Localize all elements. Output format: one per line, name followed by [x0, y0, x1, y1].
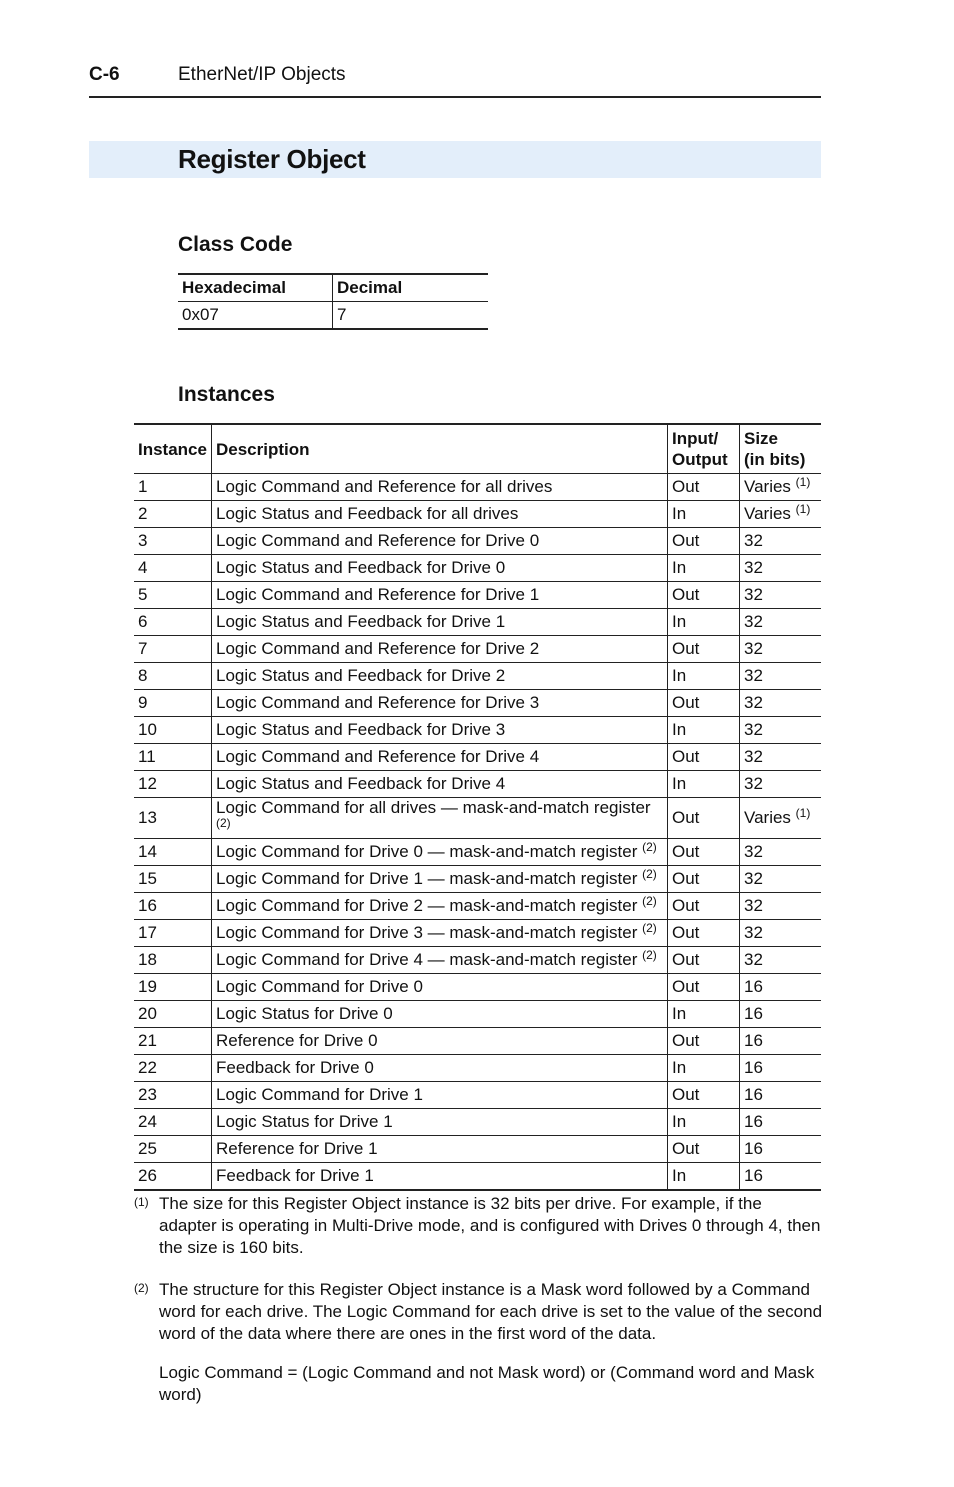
- instance-cell-text: 21: [138, 1031, 157, 1050]
- table-row: [134, 1109, 821, 1136]
- size-cell: [740, 866, 822, 893]
- class-code-table: [178, 273, 488, 330]
- io-cell: [668, 1136, 740, 1163]
- footnote-ref: (2): [216, 816, 231, 830]
- io-cell-text: Out: [672, 531, 700, 550]
- col-hexadecimal: Hexadecimal: [178, 274, 333, 302]
- footnote-ref: (2): [642, 894, 657, 908]
- instance-cell: [134, 501, 212, 528]
- instance-cell: [134, 474, 212, 501]
- instance-cell-text: 3: [138, 531, 148, 550]
- table-row: [134, 798, 821, 839]
- size-cell-text: 32: [744, 896, 763, 915]
- description-cell-text: Reference for Drive 1: [216, 1139, 378, 1158]
- instance-cell-text: 17: [138, 923, 157, 942]
- size-cell: [740, 974, 822, 1001]
- table-row: [134, 1028, 821, 1055]
- instance-cell-text: 7: [138, 639, 148, 658]
- description-cell: [212, 839, 668, 866]
- table-row: [134, 744, 821, 771]
- io-cell-text: In: [672, 720, 687, 739]
- size-cell-text: 32: [744, 666, 763, 685]
- io-cell: [668, 893, 740, 920]
- size-cell-text: 32: [744, 747, 763, 766]
- instance-cell-text: 20: [138, 1004, 157, 1023]
- size-cell-text: 32: [744, 923, 763, 942]
- io-cell-text: Out: [672, 1031, 700, 1050]
- instance-cell: [134, 866, 212, 893]
- title-band: [89, 141, 821, 178]
- footnote-ref: (1): [795, 806, 811, 820]
- col-size-line2: (in bits): [744, 450, 806, 469]
- table-row: [134, 839, 821, 866]
- instance-cell: [134, 1082, 212, 1109]
- instance-cell: [134, 920, 212, 947]
- instance-cell-text: 4: [138, 558, 148, 577]
- size-cell: [740, 1136, 822, 1163]
- table-row: [134, 1001, 821, 1028]
- size-cell-text: 32: [744, 693, 763, 712]
- io-cell-text: In: [672, 1058, 687, 1077]
- instance-cell: [134, 798, 212, 839]
- description-cell-text: Logic Status and Feedback for Drive 3: [216, 720, 506, 739]
- size-cell-text: 32: [744, 950, 763, 969]
- footnote-text: The size for this Register Object instance is 32 bits per drive. For example, if the adapter is operating in Multi-Drive mode, and is configured with Drives 0 through 4, then the size is 160 bits.: [159, 1194, 821, 1257]
- size-cell: [740, 744, 822, 771]
- io-cell: [668, 582, 740, 609]
- instance-cell-text: 26: [138, 1166, 157, 1185]
- size-cell: [740, 663, 822, 690]
- instance-cell-text: 8: [138, 666, 148, 685]
- io-cell: [668, 1055, 740, 1082]
- size-cell: [740, 474, 822, 501]
- io-cell: [668, 528, 740, 555]
- io-cell-text: Out: [672, 842, 700, 861]
- description-cell: [212, 636, 668, 663]
- io-cell-text: In: [672, 504, 687, 523]
- size-cell-text: 32: [744, 720, 763, 739]
- table-row: [134, 866, 821, 893]
- size-cell-text: Varies: [744, 808, 791, 827]
- table-row: [134, 609, 821, 636]
- io-cell: [668, 663, 740, 690]
- size-cell: [740, 1082, 822, 1109]
- io-cell-text: Out: [672, 950, 700, 969]
- footnote-1: [134, 1193, 824, 1259]
- io-cell-text: In: [672, 612, 687, 631]
- instance-cell: [134, 744, 212, 771]
- size-cell: [740, 1109, 822, 1136]
- size-cell: [740, 798, 822, 839]
- description-cell-text: Logic Command for all drives — mask-and-match register: [216, 798, 651, 817]
- col-size: [740, 424, 822, 474]
- io-cell: [668, 690, 740, 717]
- running-title: EtherNet/IP Objects: [178, 64, 346, 85]
- instance-cell: [134, 555, 212, 582]
- instance-cell-text: 22: [138, 1058, 157, 1077]
- table-row: [134, 555, 821, 582]
- table-row: [134, 474, 821, 501]
- instance-cell: [134, 717, 212, 744]
- io-cell: [668, 920, 740, 947]
- description-cell-text: Logic Command and Reference for Drive 1: [216, 585, 540, 604]
- col-size-line1: Size: [744, 429, 779, 448]
- description-cell: [212, 893, 668, 920]
- size-cell: [740, 501, 822, 528]
- instance-cell-text: 19: [138, 977, 157, 996]
- instance-cell: [134, 582, 212, 609]
- io-cell-text: Out: [672, 747, 700, 766]
- size-cell: [740, 839, 822, 866]
- size-cell: [740, 717, 822, 744]
- io-cell: [668, 636, 740, 663]
- size-cell-text: 16: [744, 1058, 763, 1077]
- footnote-ref: (2): [642, 948, 657, 962]
- description-cell: [212, 920, 668, 947]
- description-cell: [212, 771, 668, 798]
- footnote-mark: (2): [134, 1281, 149, 1295]
- io-cell: [668, 717, 740, 744]
- table-row: [134, 717, 821, 744]
- col-input-output: [668, 424, 740, 474]
- description-cell-text: Logic Status and Feedback for all drives: [216, 504, 519, 523]
- size-cell: [740, 690, 822, 717]
- io-cell: [668, 771, 740, 798]
- io-cell-text: Out: [672, 977, 700, 996]
- instance-cell-text: 18: [138, 950, 157, 969]
- size-cell: [740, 893, 822, 920]
- class-code-header-row: [178, 274, 488, 302]
- io-cell: [668, 1163, 740, 1191]
- instance-cell-text: 12: [138, 774, 157, 793]
- instance-cell: [134, 1001, 212, 1028]
- instance-cell-text: 6: [138, 612, 148, 631]
- footnote-ref: (2): [642, 840, 657, 854]
- instances-table: [134, 423, 821, 1191]
- description-cell-text: Logic Command and Reference for Drive 2: [216, 639, 540, 658]
- instance-cell: [134, 1163, 212, 1191]
- description-cell-text: Logic Status for Drive 0: [216, 1004, 393, 1023]
- size-cell: [740, 771, 822, 798]
- instance-cell-text: 13: [138, 808, 157, 827]
- description-cell: [212, 1001, 668, 1028]
- io-cell: [668, 798, 740, 839]
- size-cell: [740, 920, 822, 947]
- size-cell: [740, 636, 822, 663]
- description-cell: [212, 866, 668, 893]
- description-cell: [212, 744, 668, 771]
- size-cell: [740, 582, 822, 609]
- instance-cell: [134, 771, 212, 798]
- logic-command-formula: Logic Command = (Logic Command and not Mask word) or (Command word and Mask word): [159, 1363, 815, 1404]
- size-cell-text: 32: [744, 612, 763, 631]
- size-cell: [740, 1001, 822, 1028]
- description-cell: [212, 1028, 668, 1055]
- instance-cell: [134, 947, 212, 974]
- io-cell-text: Out: [672, 585, 700, 604]
- io-cell-text: Out: [672, 896, 700, 915]
- description-cell: [212, 474, 668, 501]
- io-cell: [668, 609, 740, 636]
- description-cell-text: Logic Command and Reference for Drive 0: [216, 531, 540, 550]
- table-row: [134, 663, 821, 690]
- instance-cell-text: 9: [138, 693, 148, 712]
- hex-value: 0x07: [178, 302, 333, 330]
- class-code-row: [178, 302, 488, 330]
- size-cell-text: 16: [744, 977, 763, 996]
- size-cell-text: 16: [744, 1085, 763, 1104]
- description-cell: [212, 609, 668, 636]
- instance-cell-text: 1: [138, 477, 148, 496]
- description-cell: [212, 1082, 668, 1109]
- table-row: [134, 947, 821, 974]
- col-decimal: Decimal: [333, 274, 489, 302]
- footnote-text: The structure for this Register Object instance is a Mask word followed by a Command word for each drive. The Logic Command for each drive is set to the value of the second word of the data where there are ones in the first word of the data.: [159, 1280, 823, 1343]
- instance-cell-text: 16: [138, 896, 157, 915]
- table-row: [134, 1082, 821, 1109]
- io-cell-text: Out: [672, 869, 700, 888]
- description-cell-text: Logic Command and Reference for all drives: [216, 477, 553, 496]
- size-cell-text: 32: [744, 558, 763, 577]
- table-row: [134, 501, 821, 528]
- table-row: [134, 636, 821, 663]
- description-cell: [212, 663, 668, 690]
- io-cell: [668, 555, 740, 582]
- instance-cell: [134, 1055, 212, 1082]
- description-cell: [212, 798, 668, 839]
- size-cell: [740, 1028, 822, 1055]
- col-description: Description: [212, 424, 668, 474]
- instance-cell: [134, 528, 212, 555]
- io-cell-text: Out: [672, 639, 700, 658]
- instance-cell: [134, 839, 212, 866]
- instance-cell: [134, 663, 212, 690]
- io-cell-text: Out: [672, 477, 700, 496]
- description-cell: [212, 501, 668, 528]
- io-cell-text: Out: [672, 923, 700, 942]
- description-cell-text: Logic Command for Drive 4 — mask-and-match register: [216, 950, 638, 969]
- table-row: [134, 1163, 821, 1191]
- col-io-line2: Output: [672, 450, 728, 469]
- instances-heading: Instances: [178, 383, 275, 406]
- io-cell-text: Out: [672, 1139, 700, 1158]
- io-cell: [668, 1082, 740, 1109]
- description-cell: [212, 974, 668, 1001]
- io-cell-text: In: [672, 1004, 687, 1023]
- instance-cell-text: 15: [138, 869, 157, 888]
- footnote-mark: (1): [134, 1195, 149, 1209]
- description-cell: [212, 1163, 668, 1191]
- instances-body: [134, 474, 821, 1191]
- description-cell: [212, 1055, 668, 1082]
- io-cell: [668, 744, 740, 771]
- table-row: [134, 690, 821, 717]
- table-row: [134, 893, 821, 920]
- class-code-heading: Class Code: [178, 233, 293, 256]
- page-title: Register Object: [178, 144, 366, 174]
- size-cell-text: 32: [744, 639, 763, 658]
- description-cell-text: Feedback for Drive 1: [216, 1166, 374, 1185]
- description-cell-text: Logic Status for Drive 1: [216, 1112, 393, 1131]
- io-cell: [668, 1109, 740, 1136]
- size-cell-text: 32: [744, 585, 763, 604]
- size-cell: [740, 1163, 822, 1191]
- instance-cell-text: 25: [138, 1139, 157, 1158]
- description-cell: [212, 1109, 668, 1136]
- io-cell-text: Out: [672, 1085, 700, 1104]
- description-cell: [212, 947, 668, 974]
- size-cell-text: 32: [744, 531, 763, 550]
- io-cell: [668, 1028, 740, 1055]
- instance-cell-text: 2: [138, 504, 148, 523]
- size-cell-text: 16: [744, 1031, 763, 1050]
- io-cell: [668, 474, 740, 501]
- footnote-ref: (1): [795, 502, 811, 516]
- io-cell: [668, 866, 740, 893]
- size-cell: [740, 609, 822, 636]
- table-row: [134, 528, 821, 555]
- size-cell-text: 16: [744, 1004, 763, 1023]
- io-cell: [668, 974, 740, 1001]
- description-cell: [212, 1136, 668, 1163]
- instance-cell: [134, 1136, 212, 1163]
- page-header: [89, 58, 821, 98]
- io-cell: [668, 501, 740, 528]
- size-cell: [740, 555, 822, 582]
- size-cell: [740, 528, 822, 555]
- instance-cell-text: 14: [138, 842, 157, 861]
- io-cell-text: In: [672, 774, 687, 793]
- instance-cell-text: 11: [138, 747, 156, 766]
- size-cell-text: 32: [744, 842, 763, 861]
- instance-cell-text: 10: [138, 720, 157, 739]
- description-cell-text: Logic Command for Drive 1 — mask-and-match register: [216, 869, 638, 888]
- size-cell-text: Varies: [744, 504, 791, 523]
- table-row: [134, 1136, 821, 1163]
- footnotes: [134, 1193, 824, 1406]
- size-cell-text: 32: [744, 774, 763, 793]
- instances-header-row: [134, 424, 821, 474]
- instance-cell: [134, 636, 212, 663]
- description-cell-text: Logic Command for Drive 1: [216, 1085, 423, 1104]
- instance-cell: [134, 690, 212, 717]
- footnote-ref: (2): [642, 867, 657, 881]
- description-cell-text: Logic Status and Feedback for Drive 0: [216, 558, 506, 577]
- description-cell: [212, 582, 668, 609]
- instance-cell: [134, 609, 212, 636]
- io-cell-text: In: [672, 558, 687, 577]
- instance-cell: [134, 1028, 212, 1055]
- io-cell-text: In: [672, 1166, 687, 1185]
- description-cell-text: Logic Command for Drive 2 — mask-and-match register: [216, 896, 638, 915]
- instance-cell-text: 23: [138, 1085, 157, 1104]
- table-row: [134, 771, 821, 798]
- description-cell-text: Logic Status and Feedback for Drive 1: [216, 612, 506, 631]
- instance-cell: [134, 1109, 212, 1136]
- footnote-ref: (2): [642, 921, 657, 935]
- description-cell-text: Logic Command for Drive 0: [216, 977, 423, 996]
- description-cell-text: Logic Command for Drive 0 — mask-and-match register: [216, 842, 638, 861]
- size-cell-text: Varies: [744, 477, 791, 496]
- col-instance: Instance: [134, 424, 212, 474]
- table-row: [134, 582, 821, 609]
- description-cell-text: Logic Command and Reference for Drive 3: [216, 693, 540, 712]
- description-cell-text: Logic Status and Feedback for Drive 4: [216, 774, 506, 793]
- instance-cell-text: 24: [138, 1112, 157, 1131]
- instance-cell-text: 5: [138, 585, 148, 604]
- description-cell-text: Logic Status and Feedback for Drive 2: [216, 666, 506, 685]
- io-cell-text: Out: [672, 808, 700, 827]
- description-cell: [212, 555, 668, 582]
- size-cell-text: 16: [744, 1112, 763, 1131]
- table-row: [134, 1055, 821, 1082]
- description-cell-text: Feedback for Drive 0: [216, 1058, 374, 1077]
- description-cell: [212, 717, 668, 744]
- page-number: C-6: [89, 64, 120, 85]
- instance-cell: [134, 893, 212, 920]
- io-cell: [668, 1001, 740, 1028]
- instance-cell: [134, 974, 212, 1001]
- io-cell: [668, 839, 740, 866]
- io-cell-text: In: [672, 666, 687, 685]
- description-cell-text: Logic Command and Reference for Drive 4: [216, 747, 540, 766]
- col-io-line1: Input/: [672, 429, 719, 448]
- io-cell-text: In: [672, 1112, 687, 1131]
- size-cell-text: 32: [744, 869, 763, 888]
- size-cell: [740, 1055, 822, 1082]
- size-cell-text: 16: [744, 1166, 763, 1185]
- decimal-value: 7: [333, 302, 489, 330]
- footnote-2: [134, 1279, 824, 1345]
- table-row: [134, 920, 821, 947]
- size-cell-text: 16: [744, 1139, 763, 1158]
- footnote-ref: (1): [795, 475, 811, 489]
- description-cell-text: Reference for Drive 0: [216, 1031, 378, 1050]
- io-cell: [668, 947, 740, 974]
- description-cell: [212, 528, 668, 555]
- table-row: [134, 974, 821, 1001]
- description-cell-text: Logic Command for Drive 3 — mask-and-match register: [216, 923, 638, 942]
- size-cell: [740, 947, 822, 974]
- description-cell: [212, 690, 668, 717]
- io-cell-text: Out: [672, 693, 700, 712]
